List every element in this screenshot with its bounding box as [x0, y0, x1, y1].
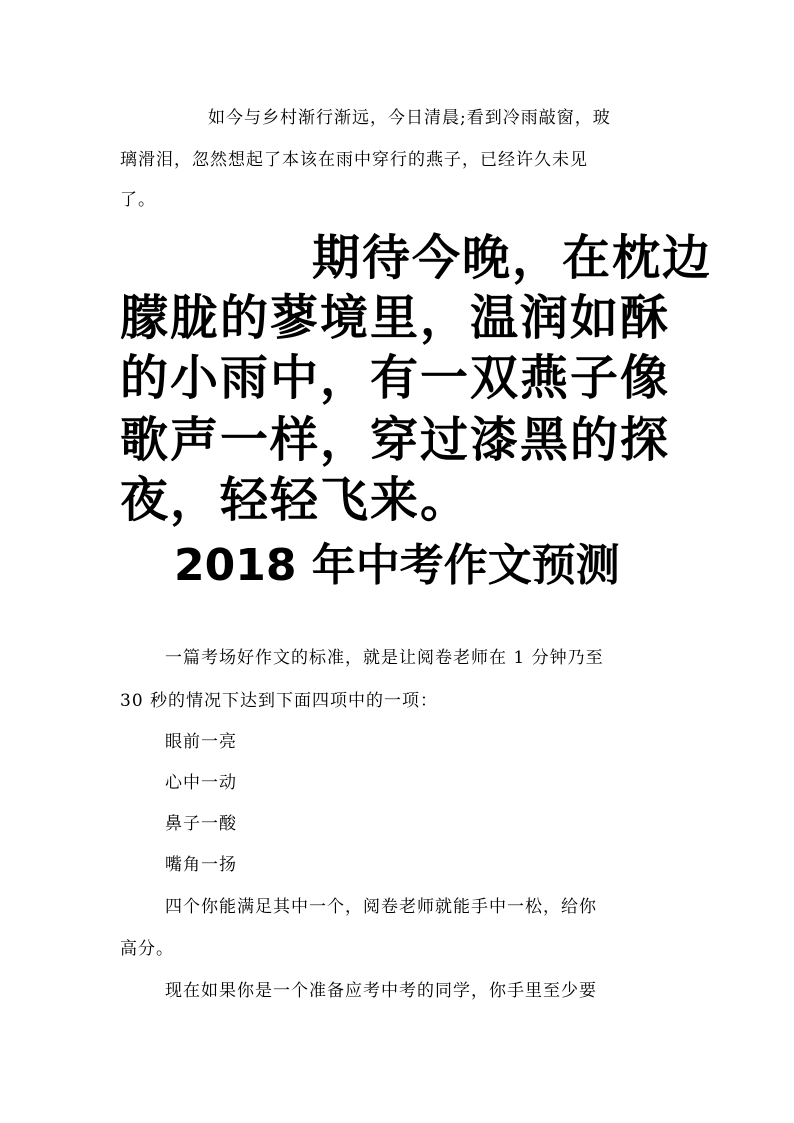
big-paragraph-line-1: 期待今晚，在枕边 [312, 230, 713, 286]
body-paragraph-1-line-1: 一篇考场好作文的标准，就是让阅卷老师在 1 分钟乃至 [165, 648, 604, 668]
list-item-3: 鼻子一酸 [165, 814, 237, 834]
big-paragraph-line-4: 歌声一样，穿过漆黑的探 [120, 412, 671, 468]
intro-line-1: 如今与乡村渐行渐远，今日清晨;看到冷雨敲窗，玻 [208, 108, 611, 128]
big-paragraph-line-3: 的小雨中，有一双燕子像 [120, 350, 671, 406]
body-paragraph-2-line-2: 高分。 [120, 939, 174, 959]
section-title: 2018 年中考作文预测 [174, 540, 620, 591]
list-item-2: 心中一动 [165, 773, 237, 793]
list-item-4: 嘴角一扬 [165, 855, 237, 875]
big-paragraph-line-5: 夜，轻轻飞来。 [120, 472, 471, 528]
list-item-1: 眼前一亮 [165, 732, 237, 752]
big-paragraph-line-2: 朦胧的蓼境里，温润如酥 [120, 290, 671, 346]
intro-line-3: 了。 [120, 190, 156, 210]
body-paragraph-2-line-1: 四个你能满足其中一个，阅卷老师就能手中一松，给你 [165, 897, 597, 917]
body-paragraph-3-line-1: 现在如果你是一个准备应考中考的同学，你手里至少要 [165, 981, 597, 1001]
intro-line-2: 璃滑泪，忽然想起了本该在雨中穿行的燕子，已经许久未见 [120, 150, 588, 170]
body-paragraph-1-line-2: 30 秒的情况下达到下面四项中的一项： [120, 691, 439, 711]
